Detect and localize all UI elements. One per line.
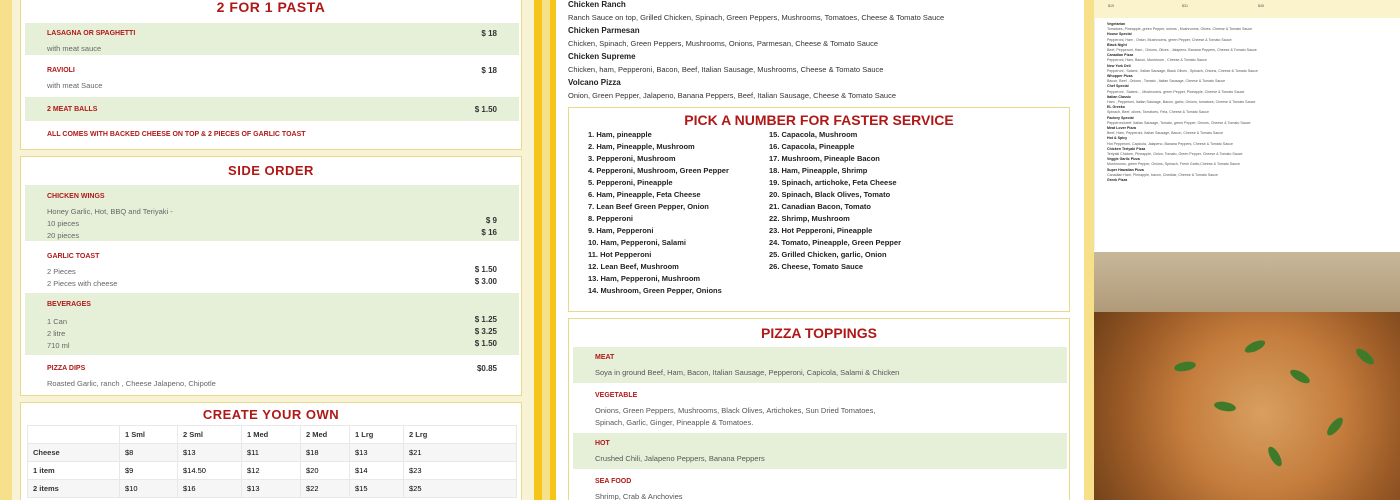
item-price: $ 1.50 [474,105,497,114]
table-cell: $14 [350,462,404,480]
item-desc: with meat sauce [47,44,102,53]
mini-item-desc: Tomatoes, Pineapple, green Pepper, onions , Mushrooms, Olives, Cheese & Tomato Sauce [1107,27,1253,32]
mini-price-row [1094,0,1400,18]
wings-10-price: $ 9 [485,216,497,225]
pick-number-item[interactable]: 3. Pepperoni, Mushroom [588,154,676,163]
pick-number-item[interactable]: 18. Ham, Pineapple, Shrimp [769,166,868,175]
pick-number-item[interactable]: 19. Spinach, artichoke, Feta Cheese [769,178,897,187]
table-header [28,426,120,444]
topping-name: VEGETABLE [595,392,638,399]
pick-number-item[interactable]: 15. Capacola, Mushroom [769,130,858,139]
mini-item-name: House Special [1107,32,1132,37]
item-price: $ 18 [481,29,497,38]
item-name: 2 MEAT BALLS [47,106,98,113]
toast-cheese-label: 2 Pieces with cheese [47,279,118,288]
price-table [27,425,517,498]
table-row[interactable] [28,462,517,480]
table-cell: $15 [350,480,404,498]
topping-group-meat[interactable] [573,347,1067,383]
pick-number-item[interactable]: 26. Cheese, Tomato Sauce [769,262,864,271]
mini-item-name: New York Deli [1107,63,1131,68]
wings-10-label: 10 pieces [47,219,80,228]
specialty-name: Volcano Pizza [568,78,621,87]
table-cell: $9 [120,462,178,480]
wings-20-label: 20 pieces [47,231,80,240]
pick-number-item[interactable]: 21. Canadian Bacon, Tomato [769,202,871,211]
table-header: 1 Lrg [350,426,404,444]
mini-item-desc: Mushrooms, green Pepper, Onions, Spinach, Fresh Garlic,Cheese & Tomato Sauce [1107,162,1240,167]
item-name: BEVERAGES [47,301,91,308]
item-desc: Roasted Garlic, ranch , Cheese Jalapeno, Chipotle [47,379,216,388]
pick-number-item[interactable]: 5. Pepperoni, Pineapple [588,178,673,187]
pick-number-item[interactable]: 7. Lean Beef Green Pepper, Onion [588,202,709,211]
mini-item-name: Whopper Pizza [1107,74,1133,78]
mini-item-name: Greek Pizza [1107,178,1128,182]
menu-item-garlic-toast[interactable] [25,245,519,289]
item-name: CHICKEN WINGS [47,193,105,200]
table-header: 1 Sml [120,426,178,444]
mini-item-desc: Pepperoni,beef, Italian Sausage, Tomato, green Pepper, Onions, Cheese & Tomato Sauce [1107,120,1251,125]
mini-item-desc: Ham , Pepperoni, Italian Sausage, Bacon, garlic, Onions, tomatoes, Cheese & Tomato Sauce [1107,100,1256,104]
pick-number-item[interactable]: 9. Ham, Pepperoni [588,226,654,235]
menu-item-meatballs[interactable] [25,97,519,121]
mini-item-desc: Beef, Ham, Pepperoni, Italian Sausage, Bacon, Cheese & Tomato Sauce [1107,131,1224,136]
toast-2-price: $ 1.50 [474,265,497,274]
table-cell: $18 [301,444,350,462]
table-cell: $12 [242,462,301,480]
mini-item-name: EL Greeko [1107,105,1125,110]
pick-number-item[interactable]: 12. Lean Beef, Mushroom [588,262,679,271]
pick-number-item[interactable]: 6. Ham, Pineapple, Feta Cheese [588,190,701,199]
pick-number-item[interactable]: 17. Mushroom, Pineaple Bacon [769,154,880,163]
row-label: 1 item [28,462,120,480]
table-row[interactable] [28,444,517,462]
item-desc: Honey Garlic, Hot, BBQ and Teriyaki - [47,207,173,216]
topping-desc: Shrimp, Crab & Anchovies [595,492,683,500]
table-cell: $14.50 [178,462,242,480]
right-menu-column [1094,0,1400,500]
mini-price: $45 [1258,4,1264,8]
pasta-note: ALL COMES WITH BACKED CHEESE ON TOP & 2 PIECES OF GARLIC TOAST [47,131,306,138]
menu-item-ravioli[interactable] [25,60,519,92]
bev-710-label: 710 ml [47,341,70,350]
mini-item-name: Chicken Teriyaki Pizza [1107,146,1146,151]
item-price: $ 18 [481,66,497,75]
pick-number-item[interactable]: 23. Hot Pepperoni, Pineapple [769,226,873,235]
wings-20-price: $ 16 [481,228,497,237]
table-cell: $11 [242,444,301,462]
table-cell: $13 [242,480,301,498]
pizza-photo [1094,252,1400,500]
basil-leaf [1266,445,1285,469]
mini-item-name: Canadian Pizza [1107,53,1134,58]
topping-group-seafood[interactable] [573,471,1067,500]
mini-item-desc: Teriyaki Chicken, Pineapple, Onion, Tomato, Green Pepper, Cheese & Tomato Sauce [1107,152,1243,156]
pick-number-item[interactable]: 24. Tomato, Pineapple, Green Pepper [769,238,901,247]
table-header-row [28,426,517,444]
topping-name: SEA FOOD [595,478,632,485]
middle-menu-column [556,0,1084,500]
table-cell: $10 [120,480,178,498]
mini-item-name: Factory Special [1107,115,1134,120]
specialty-name: Chicken Parmesan [568,26,640,35]
toast-cheese-price: $ 3.00 [474,277,497,286]
mini-item-name: Meat Lover Pizza [1107,126,1136,130]
mini-item-name: Vegetarian [1107,22,1126,26]
mini-item-name: Hot & Spicy [1107,136,1128,141]
pizza-box-image [1094,252,1400,312]
pick-number-title: PICK A NUMBER FOR FASTER SERVICE [684,112,954,128]
specialty-desc: Chicken, Spinach, Green Peppers, Mushrooms, Onions, Parmesan, Cheese & Tomato Sauce [568,39,879,48]
specialty-desc: Ranch Sauce on top, Grilled Chicken, Spinach, Green Peppers, Mushrooms, Tomatoes, Cheese & Tomato Sauce [568,13,945,22]
table-cell: $8 [120,444,178,462]
pick-number-item[interactable]: 11. Hot Pepperoni [588,250,652,259]
mini-item-desc: Bacon, Beef , Onions , Tomato , Italian Sausage, Cheese & Tomato Sauce [1107,79,1226,84]
mini-item-name: Black Night [1107,42,1127,47]
table-cell: $25 [404,480,517,498]
bev-can-price: $ 1.25 [474,315,497,324]
topping-desc: Crushed Chili, Jalapeno Peppers, Banana Peppers [595,454,765,463]
table-header: 2 Sml [178,426,242,444]
basil-leaf [1324,415,1345,438]
pick-number-item[interactable]: 1. Ham, pineapple [588,130,652,139]
pick-number-item[interactable]: 13. Ham, Pepperoni, Mushroom [588,274,701,283]
create-your-own-panel [20,402,522,500]
specialty-name: Chicken Ranch [568,0,626,9]
bev-litre-price: $ 3.25 [474,327,497,336]
mini-item-desc: Spinach, Beef, olives, Tomatoes, Feta, Cheese & Tomato Sauce [1107,110,1209,115]
specialty-name: Chicken Supreme [568,52,636,61]
row-label: Cheese [28,444,120,462]
create-your-own-title: CREATE YOUR OWN [202,407,340,422]
topping-name: HOT [595,440,610,447]
basil-leaf [1288,367,1312,386]
pasta-panel [20,0,522,150]
bev-can-label: 1 Can [47,317,68,326]
mini-price: $19 [1108,4,1114,8]
topping-desc: Onions, Green Peppers, Mushrooms, Black Olives, Artichokes, Sun Dried Tomatoes, Spinach, Garlic, Ginger, Pineapple & Tomatoes. [595,406,876,427]
left-menu-column [12,0,534,500]
pick-number-item[interactable]: 4. Pepperoni, Mushroom, Green Pepper [588,166,729,175]
topping-desc: Soya in ground Beef, Ham, Bacon, Italian Sausage, Pepperoni, Capicola, Salami & Chicken [595,368,900,377]
mini-specialty-list [1094,18,1400,250]
mini-item-desc: Pepperoni , Salami , , Mushrooms, green Pepper, Pineapple, Cheese & Tomato Sauce [1107,89,1245,94]
menu-item-dips[interactable] [25,357,519,391]
basil-leaf [1354,346,1377,367]
mini-item-desc: Pepperoni , Salami , Italian Sausage, Black Olives , Spinach, Onions, Cheese & Tomato Sauce [1107,68,1258,73]
pick-number-item[interactable]: 2. Ham, Pineapple, Mushroom [588,142,695,151]
topping-group-hot[interactable] [573,433,1067,469]
table-cell: $22 [301,480,350,498]
table-row[interactable] [28,480,517,498]
pick-number-item[interactable]: 20. Spinach, Black Olives, Tomato [769,190,891,199]
topping-name: MEAT [595,354,615,361]
mini-item-desc: Pepperoni, Ham , Onion, Mushrooms, green Pepper, Cheese & Tomato Sauce [1107,37,1232,42]
mini-item-name: Veggie Garlic Pizza [1107,157,1140,162]
toppings-panel [568,318,1070,500]
pick-number-panel [568,107,1070,312]
topping-group-vegetable[interactable] [573,385,1067,431]
table-cell: $16 [178,480,242,498]
bev-litre-label: 2 litre [47,329,66,338]
item-name: LASAGNA OR SPAGHETTI [47,30,136,37]
mini-item-name: Italian Classic [1107,94,1131,99]
menu-item-lasagna[interactable] [25,23,519,55]
item-desc: with meat Sauce [47,81,103,90]
pick-number-item[interactable]: 10. Ham, Pepperoni, Salami [588,238,686,247]
pick-number-item[interactable]: 25. Grilled Chicken, garlic, Onion [769,250,887,259]
mini-item-name: Super Hawaiian Pizza [1107,167,1144,172]
table-cell: $20 [301,462,350,480]
pick-number-item[interactable]: 16. Capacola, Pineapple [769,142,855,151]
side-order-panel [20,156,522,396]
table-header: 1 Med [242,426,301,444]
table-header: 2 Lrg [404,426,517,444]
item-name: RAVIOLI [47,67,75,74]
pick-number-item[interactable]: 8. Pepperoni [588,214,634,223]
mini-item-desc: Hot Pepperoni, Capicola, Jalapeno, Banana Peppers, Cheese & Tomato Sauce [1107,141,1233,146]
menu-item-beverages[interactable] [25,293,519,355]
table-header: 2 Med [301,426,350,444]
side-order-title: SIDE ORDER [228,163,314,178]
row-label: 2 items [28,480,120,498]
pick-number-item[interactable]: 14. Mushroom, Green Pepper, Onions [588,286,722,295]
table-cell: $21 [404,444,517,462]
mini-item-desc: Pepperoni, Ham, Bacon, Mushroom , Cheese & Tomato Sauce [1107,58,1207,63]
mini-price: $31 [1182,4,1188,8]
specialty-desc: Chicken, ham, Pepperoni, Bacon, Beef, Italian Sausage, Mushrooms, Cheese & Tomato Sauce [568,65,884,74]
mini-item-desc: Canadian Ham, Pineapple, bacon, Cheddar, Cheese & Tomato Sauce [1107,172,1219,177]
basil-leaf [1213,400,1236,413]
basil-leaf [1243,338,1267,355]
toast-2-label: 2 Pieces [47,267,76,276]
specialty-desc: Onion, Green Pepper, Jalapeno, Banana Peppers, Beef, Italian Sausage, Cheese & Tomato Sauce [568,91,897,100]
table-cell: $23 [404,462,517,480]
basil-leaf [1173,360,1196,373]
item-name: GARLIC TOAST [47,253,100,260]
mini-item-desc: Beef, Pepperoni, Ham , Onions, Olives , Jalapeno, Banana Peppers, Cheese & Tomato Sauce [1107,48,1257,52]
pasta-title: 2 FOR 1 PASTA [216,0,326,15]
bev-710-price: $ 1.50 [474,339,497,348]
item-price: $0.85 [476,364,497,373]
item-name: PIZZA DIPS [47,365,86,372]
mini-item-name: Chef Special [1107,84,1129,89]
table-cell: $13 [178,444,242,462]
toppings-title: PIZZA TOPPINGS [761,325,877,341]
pick-number-item[interactable]: 22. Shrimp, Mushroom [769,214,850,223]
table-cell: $13 [350,444,404,462]
menu-item-wings[interactable] [25,185,519,241]
